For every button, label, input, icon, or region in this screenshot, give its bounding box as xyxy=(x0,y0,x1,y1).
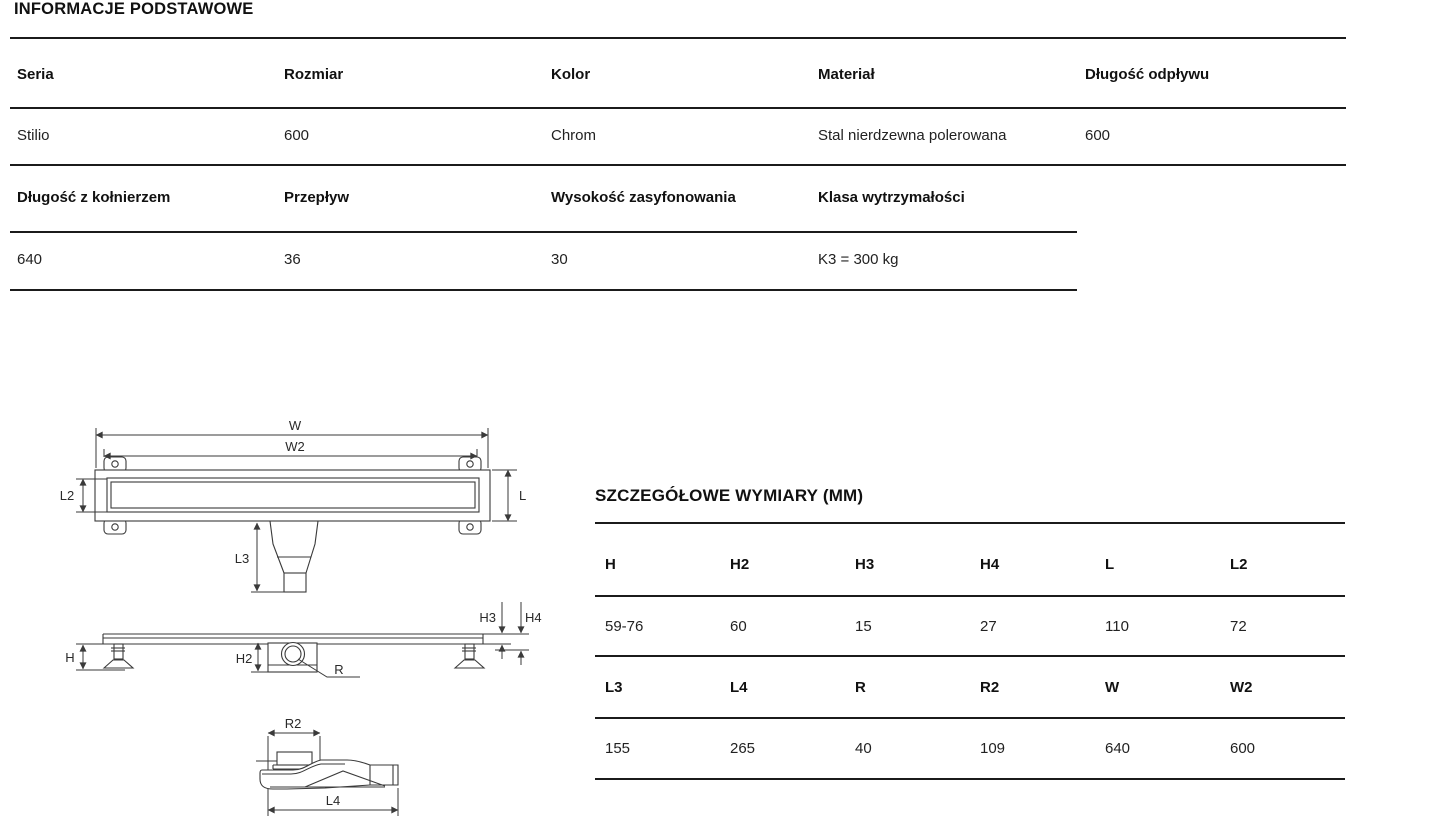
table-rule xyxy=(595,595,1345,597)
column-header: H2 xyxy=(730,556,750,573)
table-rule xyxy=(10,289,1077,291)
table-cell: 110 xyxy=(1105,618,1129,635)
table-cell: K3 = 300 kg xyxy=(818,251,899,268)
dim-label-h: H xyxy=(65,650,75,665)
dim-label-l3: L3 xyxy=(234,551,250,566)
dimensions-value-row-2 xyxy=(605,740,1355,757)
table-cell: 600 xyxy=(1085,127,1111,144)
column-header: Długość odpływu xyxy=(1085,66,1210,83)
detailed-dimensions-title: SZCZEGÓŁOWE WYMIARY (MM) xyxy=(595,486,864,505)
table-cell: 59-76 xyxy=(605,618,644,635)
table-cell: 72 xyxy=(1230,618,1247,635)
column-header: W2 xyxy=(1230,679,1253,696)
table-rule xyxy=(595,778,1345,780)
basic-info-header-row-1 xyxy=(17,66,1352,83)
table-rule xyxy=(10,231,1077,233)
dim-label-r: R xyxy=(334,662,344,677)
column-header: H3 xyxy=(855,556,875,573)
table-cell: Stal nierdzewna polerowana xyxy=(818,127,1007,144)
column-header: Wysokość zasyfonowania xyxy=(551,189,736,206)
column-header: Klasa wytrzymałości xyxy=(818,189,965,206)
column-header: H xyxy=(605,556,616,573)
top-view-drawing xyxy=(60,418,526,592)
table-cell: 36 xyxy=(284,251,301,268)
table-cell: Chrom xyxy=(551,127,597,144)
dim-label-l2: L2 xyxy=(59,488,75,503)
dimensions-header-row-1 xyxy=(605,556,1355,573)
dim-label-w2: W2 xyxy=(285,439,305,454)
dimensions-value-row-1 xyxy=(605,618,1355,635)
basic-info-value-row-2 xyxy=(17,251,1085,268)
column-header: L4 xyxy=(730,679,748,696)
dimensions-header-row-2 xyxy=(605,679,1355,696)
dim-label-w: W xyxy=(288,418,302,433)
column-header: R2 xyxy=(980,679,1000,696)
column-header: Materiał xyxy=(818,66,875,83)
table-cell: 109 xyxy=(980,740,1006,757)
table-cell: 600 xyxy=(284,127,310,144)
dim-label-l: L xyxy=(519,488,527,503)
trap-profile-drawing xyxy=(256,716,398,816)
table-cell: 15 xyxy=(855,618,872,635)
dim-label-h3: H3 xyxy=(479,610,496,625)
basic-info-title: INFORMACJE PODSTAWOWE xyxy=(14,0,254,18)
column-header: Kolor xyxy=(551,66,591,83)
column-header: R xyxy=(855,679,866,696)
column-header: Rozmiar xyxy=(284,66,344,83)
table-rule xyxy=(10,37,1346,39)
column-header: L2 xyxy=(1230,556,1248,573)
table-rule xyxy=(10,107,1346,109)
dim-label-h4: H4 xyxy=(525,610,542,625)
table-rule xyxy=(595,717,1345,719)
dim-label-l4: L4 xyxy=(325,793,341,808)
table-cell: 155 xyxy=(605,740,631,757)
table-rule xyxy=(595,522,1345,524)
dim-label-h2: H2 xyxy=(235,651,253,666)
column-header: Długość z kołnierzem xyxy=(17,189,171,206)
technical-drawing xyxy=(55,413,555,834)
table-cell: 640 xyxy=(17,251,43,268)
basic-info-value-row-1 xyxy=(17,127,1352,144)
column-header: L3 xyxy=(605,679,623,696)
side-view-drawing xyxy=(65,602,541,677)
table-cell: 265 xyxy=(730,740,756,757)
table-rule xyxy=(595,655,1345,657)
table-cell: 40 xyxy=(855,740,872,757)
table-cell: Stilio xyxy=(17,127,50,144)
basic-info-header-row-2 xyxy=(17,189,1085,206)
column-header: W xyxy=(1105,679,1120,696)
table-cell: 600 xyxy=(1230,740,1256,757)
column-header: Seria xyxy=(17,66,54,83)
table-cell: 60 xyxy=(730,618,747,635)
table-cell: 30 xyxy=(551,251,568,268)
table-cell: 640 xyxy=(1105,740,1131,757)
dim-label-r2: R2 xyxy=(284,716,302,731)
column-header: Przepływ xyxy=(284,189,350,206)
table-rule xyxy=(10,164,1346,166)
table-cell: 27 xyxy=(980,618,997,635)
column-header: H4 xyxy=(980,556,1000,573)
column-header: L xyxy=(1105,556,1115,573)
